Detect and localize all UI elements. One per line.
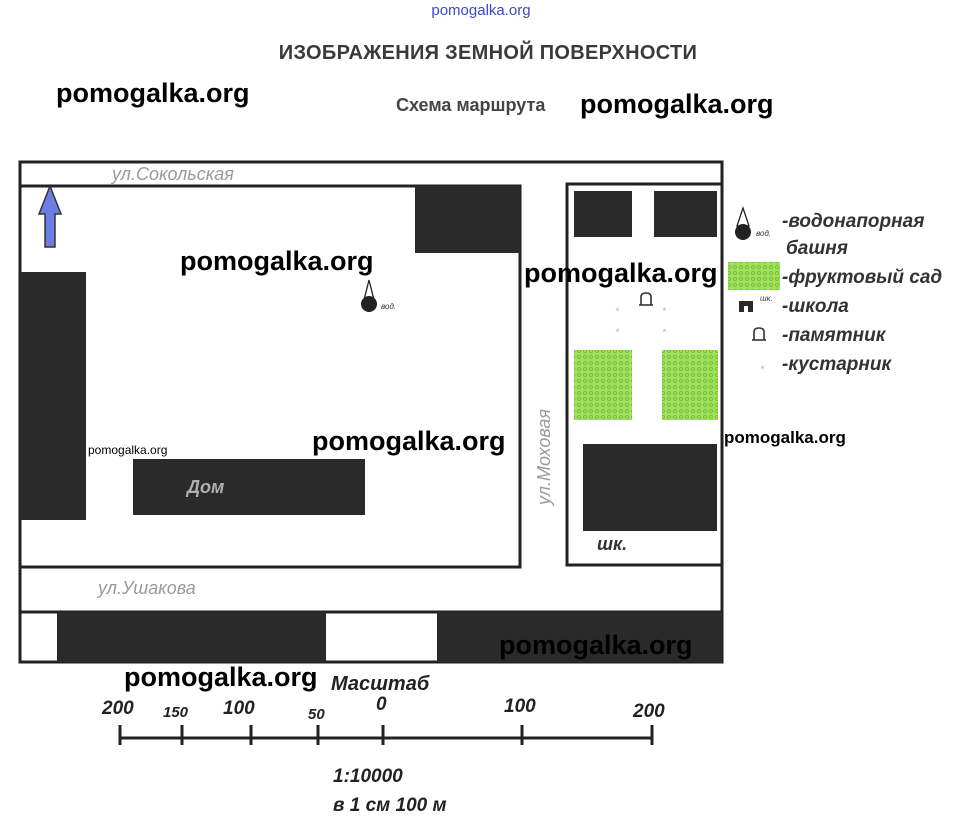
scale-tick-label: 50 bbox=[308, 706, 325, 723]
watermark: pomogalka.org bbox=[524, 258, 718, 288]
school-building bbox=[583, 444, 717, 531]
legend bbox=[728, 208, 942, 375]
watermark: pomogalka.org bbox=[56, 78, 250, 108]
street-ushakova: ул.Ушакова bbox=[98, 578, 196, 598]
watermark: pomogalka.org bbox=[724, 428, 846, 447]
legend-monument: -памятник bbox=[782, 325, 886, 346]
svg-text:٭: ٭ bbox=[662, 304, 667, 314]
building bbox=[57, 612, 326, 662]
school-legend-label: шк. bbox=[760, 294, 773, 303]
orchard-icon bbox=[574, 350, 632, 420]
scale-bar bbox=[101, 673, 665, 816]
street-mokhovaya: ул.Моховая bbox=[534, 409, 554, 505]
scale-note: в 1 см 100 м bbox=[333, 795, 447, 816]
watermark: pomogalka.org bbox=[580, 89, 774, 119]
scale-title: Масштаб bbox=[331, 673, 430, 695]
scale-tick-label: 200 bbox=[633, 701, 665, 722]
house-building bbox=[133, 459, 365, 515]
street-sokolskaya: ул.Сокольская bbox=[112, 164, 234, 184]
watermark: pomogalka.org bbox=[88, 443, 168, 457]
orchard-icon bbox=[662, 350, 718, 420]
scale-tick-label: 200 bbox=[102, 698, 134, 719]
scale-ratio: 1:10000 bbox=[333, 766, 403, 787]
house-label: Дом bbox=[187, 477, 225, 497]
tower-map-label: вод. bbox=[381, 302, 397, 311]
legend-tower: -водонапорная bbox=[782, 211, 925, 232]
tower-legend-label: вод. bbox=[756, 229, 772, 238]
watermark: pomogalka.org bbox=[499, 630, 693, 660]
legend-school: -школа bbox=[782, 296, 849, 317]
water-tower-icon bbox=[735, 208, 751, 240]
page-heading: ИЗОБРАЖЕНИЯ ЗЕМНОЙ ПОВЕРХНОСТИ bbox=[278, 42, 698, 64]
legend-orchard: -фруктовый сад bbox=[782, 267, 943, 288]
svg-text:٭: ٭ bbox=[662, 325, 667, 335]
scale-tick-label: 100 bbox=[504, 696, 536, 717]
svg-text:٭: ٭ bbox=[615, 304, 620, 314]
building bbox=[654, 191, 717, 237]
legend-tower-line2: башня bbox=[786, 238, 848, 259]
scale-tick-label: 100 bbox=[223, 698, 255, 719]
svg-text:٭: ٭ bbox=[615, 325, 620, 335]
watermark: pomogalka.org bbox=[180, 246, 374, 276]
scale-tick-label: 0 bbox=[376, 694, 387, 715]
building bbox=[20, 272, 86, 520]
watermark: pomogalka.org bbox=[312, 426, 506, 456]
school-label: шк. bbox=[597, 534, 628, 554]
shrub-icon: ٭ bbox=[760, 362, 765, 372]
site-label[interactable]: pomogalka.org bbox=[431, 2, 531, 19]
legend-shrub: -кустарник bbox=[782, 354, 892, 375]
school-icon bbox=[739, 301, 753, 312]
watermark: pomogalka.org bbox=[124, 662, 318, 692]
scale-tick-label: 150 bbox=[163, 704, 189, 721]
building bbox=[574, 191, 632, 237]
orchard-icon bbox=[728, 262, 780, 290]
building bbox=[415, 186, 520, 253]
monument-icon bbox=[752, 328, 766, 340]
route-scheme-title: Схема маршрута bbox=[396, 95, 546, 115]
scale-ticks bbox=[120, 725, 652, 745]
